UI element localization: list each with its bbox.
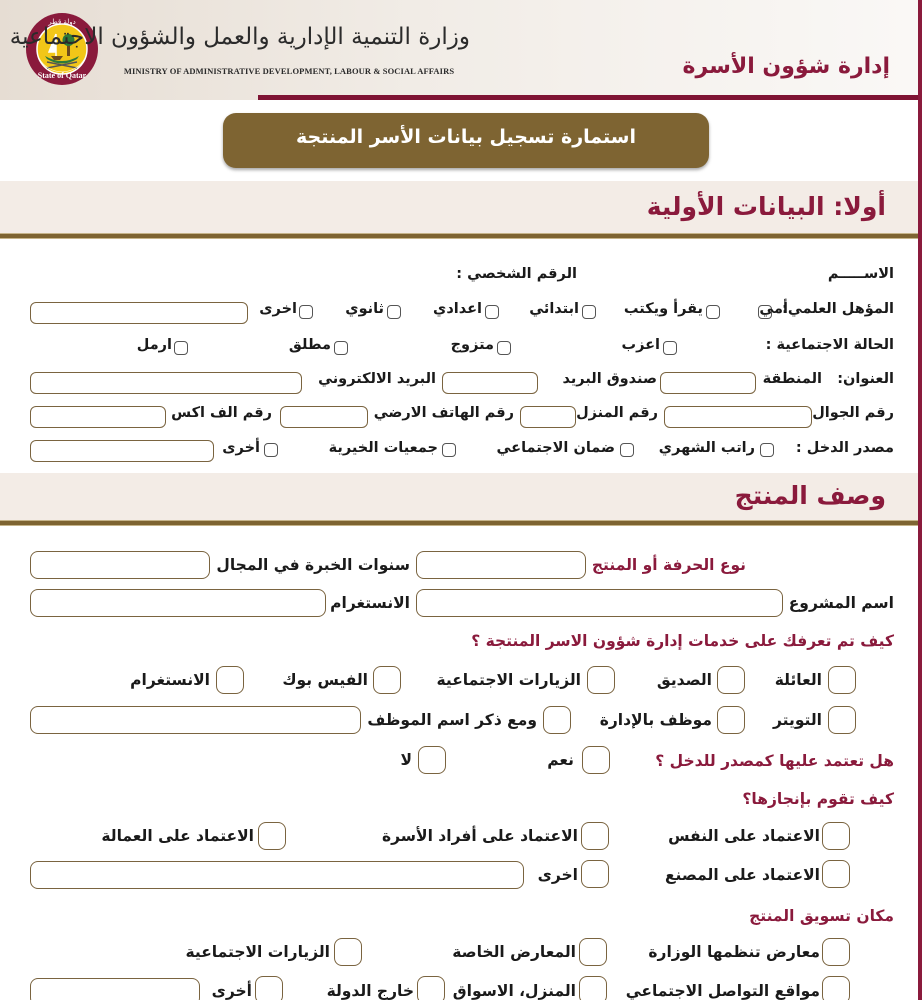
done-factory-checkbox[interactable] bbox=[822, 860, 850, 888]
reliance-yes-label: نعم bbox=[547, 751, 574, 769]
known-instagram-checkbox[interactable] bbox=[216, 666, 244, 694]
craft-type-input[interactable] bbox=[416, 551, 586, 579]
ministry-name-arabic: وزارة التنمية الإدارية والعمل والشؤون الاجتماعية bbox=[9, 24, 470, 50]
known-employee-name-checkbox[interactable] bbox=[543, 706, 571, 734]
qualification-secondary-checkbox[interactable] bbox=[387, 305, 401, 319]
market-social-visits-label: الزيارات الاجتماعية bbox=[185, 943, 330, 961]
qualification-illiterate-label: أمي bbox=[759, 301, 788, 317]
header-divider bbox=[258, 95, 922, 100]
section-product-header bbox=[0, 473, 918, 520]
qualification-other-label: اخرى bbox=[259, 301, 297, 317]
marital-widowed-label: ارمل bbox=[136, 337, 172, 353]
landline-label: رقم الهاتف الارضي bbox=[373, 405, 514, 421]
project-name-label: اسم المشروع bbox=[788, 594, 894, 612]
home-number-input[interactable] bbox=[520, 406, 576, 428]
qualification-label: المؤهل العلمي: bbox=[782, 301, 894, 317]
emblem-lettering: State of Qatar bbox=[37, 71, 87, 80]
known-instagram-label: الانستغرام bbox=[130, 671, 210, 689]
market-home-markets-label: المنزل، الاسواق bbox=[452, 982, 576, 1000]
qualification-secondary-label: ثانوي bbox=[345, 301, 384, 317]
craft-type-label: نوع الحرفة أو المنتج bbox=[591, 556, 746, 574]
marital-status-label: الحالة الاجتماعية : bbox=[765, 337, 894, 353]
income-reliance-question: هل تعتمد عليها كمصدر للدخل ؟ bbox=[655, 752, 894, 770]
marital-divorced-checkbox[interactable] bbox=[334, 341, 348, 355]
done-factory-label: الاعتماد على المصنع bbox=[664, 866, 820, 884]
qualification-preparatory-checkbox[interactable] bbox=[485, 305, 499, 319]
how-done-question: كيف تقوم بإنجازها؟ bbox=[742, 790, 894, 808]
landline-input[interactable] bbox=[280, 406, 368, 428]
done-other-label: اخرى bbox=[537, 866, 578, 884]
po-box-label: صندوق البريد bbox=[562, 371, 657, 387]
form-title-banner bbox=[223, 113, 709, 168]
mobile-input[interactable] bbox=[664, 406, 812, 428]
known-family-checkbox[interactable] bbox=[828, 666, 856, 694]
instagram-label: الانستغرام bbox=[330, 594, 410, 612]
income-salary-label: راتب الشهري bbox=[658, 440, 755, 456]
instagram-input[interactable] bbox=[30, 589, 326, 617]
email-label: البريد الالكتروني bbox=[318, 371, 436, 387]
known-employee-label: موظف بالإدارة bbox=[599, 711, 712, 729]
qualification-other-input[interactable] bbox=[30, 302, 248, 324]
address-label: العنوان: bbox=[837, 371, 894, 387]
income-other-input[interactable] bbox=[30, 440, 214, 462]
known-facebook-checkbox[interactable] bbox=[373, 666, 401, 694]
reliance-yes-checkbox[interactable] bbox=[582, 746, 610, 774]
department-title: إدارة شؤون الأسرة bbox=[682, 54, 890, 79]
marital-married-checkbox[interactable] bbox=[497, 341, 511, 355]
experience-input[interactable] bbox=[30, 551, 210, 579]
section-product-title: وصف المنتج bbox=[734, 481, 886, 510]
known-family-label: العائلة bbox=[774, 671, 822, 689]
market-abroad-label: خارج الدولة bbox=[326, 982, 414, 1000]
done-other-checkbox[interactable] bbox=[581, 860, 609, 888]
market-social-visits-checkbox[interactable] bbox=[334, 938, 362, 966]
personal-id-label: الرقم الشخصي : bbox=[456, 266, 577, 282]
qualification-primary-label: ابتدائي bbox=[529, 301, 579, 317]
market-ministry-exhibitions-label: معارض تنظمها الوزارة bbox=[648, 943, 820, 961]
market-ministry-exhibitions-checkbox[interactable] bbox=[822, 938, 850, 966]
how-known-question: كيف تم تعرفك على خدمات إدارة شؤون الاسر المنتجة ؟ bbox=[471, 632, 894, 650]
market-other-input[interactable] bbox=[30, 978, 200, 1000]
market-social-media-label: مواقع التواصل الاجتماعي bbox=[625, 982, 820, 1000]
income-charities-checkbox[interactable] bbox=[442, 443, 456, 457]
svg-text:دولة قطر: دولة قطر bbox=[48, 18, 76, 26]
letterhead bbox=[0, 0, 918, 100]
done-family-members-checkbox[interactable] bbox=[581, 822, 609, 850]
page-border-right bbox=[918, 0, 922, 1000]
marital-divorced-label: مطلق bbox=[288, 337, 331, 353]
name-label: الاســـــم bbox=[827, 266, 894, 282]
experience-label: سنوات الخبرة في المجال bbox=[216, 556, 410, 574]
market-social-media-checkbox[interactable] bbox=[822, 976, 850, 1000]
section-divider bbox=[0, 233, 918, 239]
market-home-markets-checkbox[interactable] bbox=[579, 976, 607, 1000]
area-label: المنطقة bbox=[762, 371, 822, 387]
email-input[interactable] bbox=[30, 372, 302, 394]
market-private-exhibitions-checkbox[interactable] bbox=[579, 938, 607, 966]
fax-label: رقم الف اكس bbox=[171, 405, 272, 421]
marital-married-label: متزوج bbox=[450, 337, 494, 353]
income-salary-checkbox[interactable] bbox=[760, 443, 774, 457]
reliance-no-checkbox[interactable] bbox=[418, 746, 446, 774]
known-friend-label: الصديق bbox=[656, 671, 712, 689]
qualification-preparatory-label: اعدادي bbox=[433, 301, 482, 317]
market-other-checkbox[interactable] bbox=[255, 976, 283, 1000]
fax-input[interactable] bbox=[30, 406, 166, 428]
known-twitter-checkbox[interactable] bbox=[828, 706, 856, 734]
known-employee-checkbox[interactable] bbox=[717, 706, 745, 734]
market-private-exhibitions-label: المعارض الخاصة bbox=[452, 943, 576, 961]
income-social-security-checkbox[interactable] bbox=[620, 443, 634, 457]
income-charities-label: جمعيات الخيرية bbox=[328, 440, 438, 456]
income-source-label: مصدر الدخل : bbox=[795, 440, 894, 456]
market-abroad-checkbox[interactable] bbox=[417, 976, 445, 1000]
marital-single-checkbox[interactable] bbox=[663, 341, 677, 355]
income-social-security-label: ضمان الاجتماعي bbox=[496, 440, 615, 456]
known-twitter-label: التويتر bbox=[773, 711, 822, 729]
done-other-input[interactable] bbox=[30, 861, 524, 889]
known-social-visits-checkbox[interactable] bbox=[587, 666, 615, 694]
qualification-read-write-label: يقرأ ويكتب bbox=[623, 301, 703, 317]
known-social-visits-label: الزيارات الاجتماعية bbox=[436, 671, 581, 689]
income-other-checkbox[interactable] bbox=[264, 443, 278, 457]
employee-name-label: ومع ذكر اسم الموظف bbox=[367, 711, 537, 729]
known-friend-checkbox[interactable] bbox=[717, 666, 745, 694]
known-facebook-label: الفيس بوك bbox=[282, 671, 368, 689]
section-divider bbox=[0, 520, 918, 526]
done-labor-checkbox[interactable] bbox=[258, 822, 286, 850]
qualification-read-write-checkbox[interactable] bbox=[706, 305, 720, 319]
area-input[interactable] bbox=[660, 372, 756, 394]
reliance-no-label: لا bbox=[400, 751, 412, 769]
marital-single-label: اعزب bbox=[621, 337, 660, 353]
employee-name-input[interactable] bbox=[30, 706, 361, 734]
market-other-label: أخرى bbox=[211, 982, 252, 1000]
mobile-label: رقم الجوال bbox=[812, 405, 894, 421]
income-other-label: أخرى bbox=[222, 440, 260, 456]
qualification-other-checkbox[interactable] bbox=[299, 305, 313, 319]
qualification-primary-checkbox[interactable] bbox=[582, 305, 596, 319]
done-family-members-label: الاعتماد على أفراد الأسرة bbox=[382, 827, 578, 845]
po-box-input[interactable] bbox=[442, 372, 538, 394]
project-name-input[interactable] bbox=[416, 589, 783, 617]
done-self-label: الاعتماد على النفس bbox=[668, 827, 820, 845]
ministry-name-english: MINISTRY OF ADMINISTRATIVE DEVELOPMENT, LABOUR & SOCIAL AFFAIRS bbox=[123, 66, 455, 76]
home-number-label: رقم المنزل bbox=[576, 405, 658, 421]
done-self-checkbox[interactable] bbox=[822, 822, 850, 850]
marketing-question: مكان تسويق المنتج bbox=[749, 907, 894, 925]
section-basic-info-header bbox=[0, 181, 918, 233]
marital-widowed-checkbox[interactable] bbox=[174, 341, 188, 355]
section-basic-info-title: أولا: البيانات الأولية bbox=[646, 192, 886, 221]
done-labor-label: الاعتماد على العمالة bbox=[101, 827, 254, 845]
form-title: استمارة تسجيل بيانات الأسر المنتجة bbox=[296, 126, 636, 148]
